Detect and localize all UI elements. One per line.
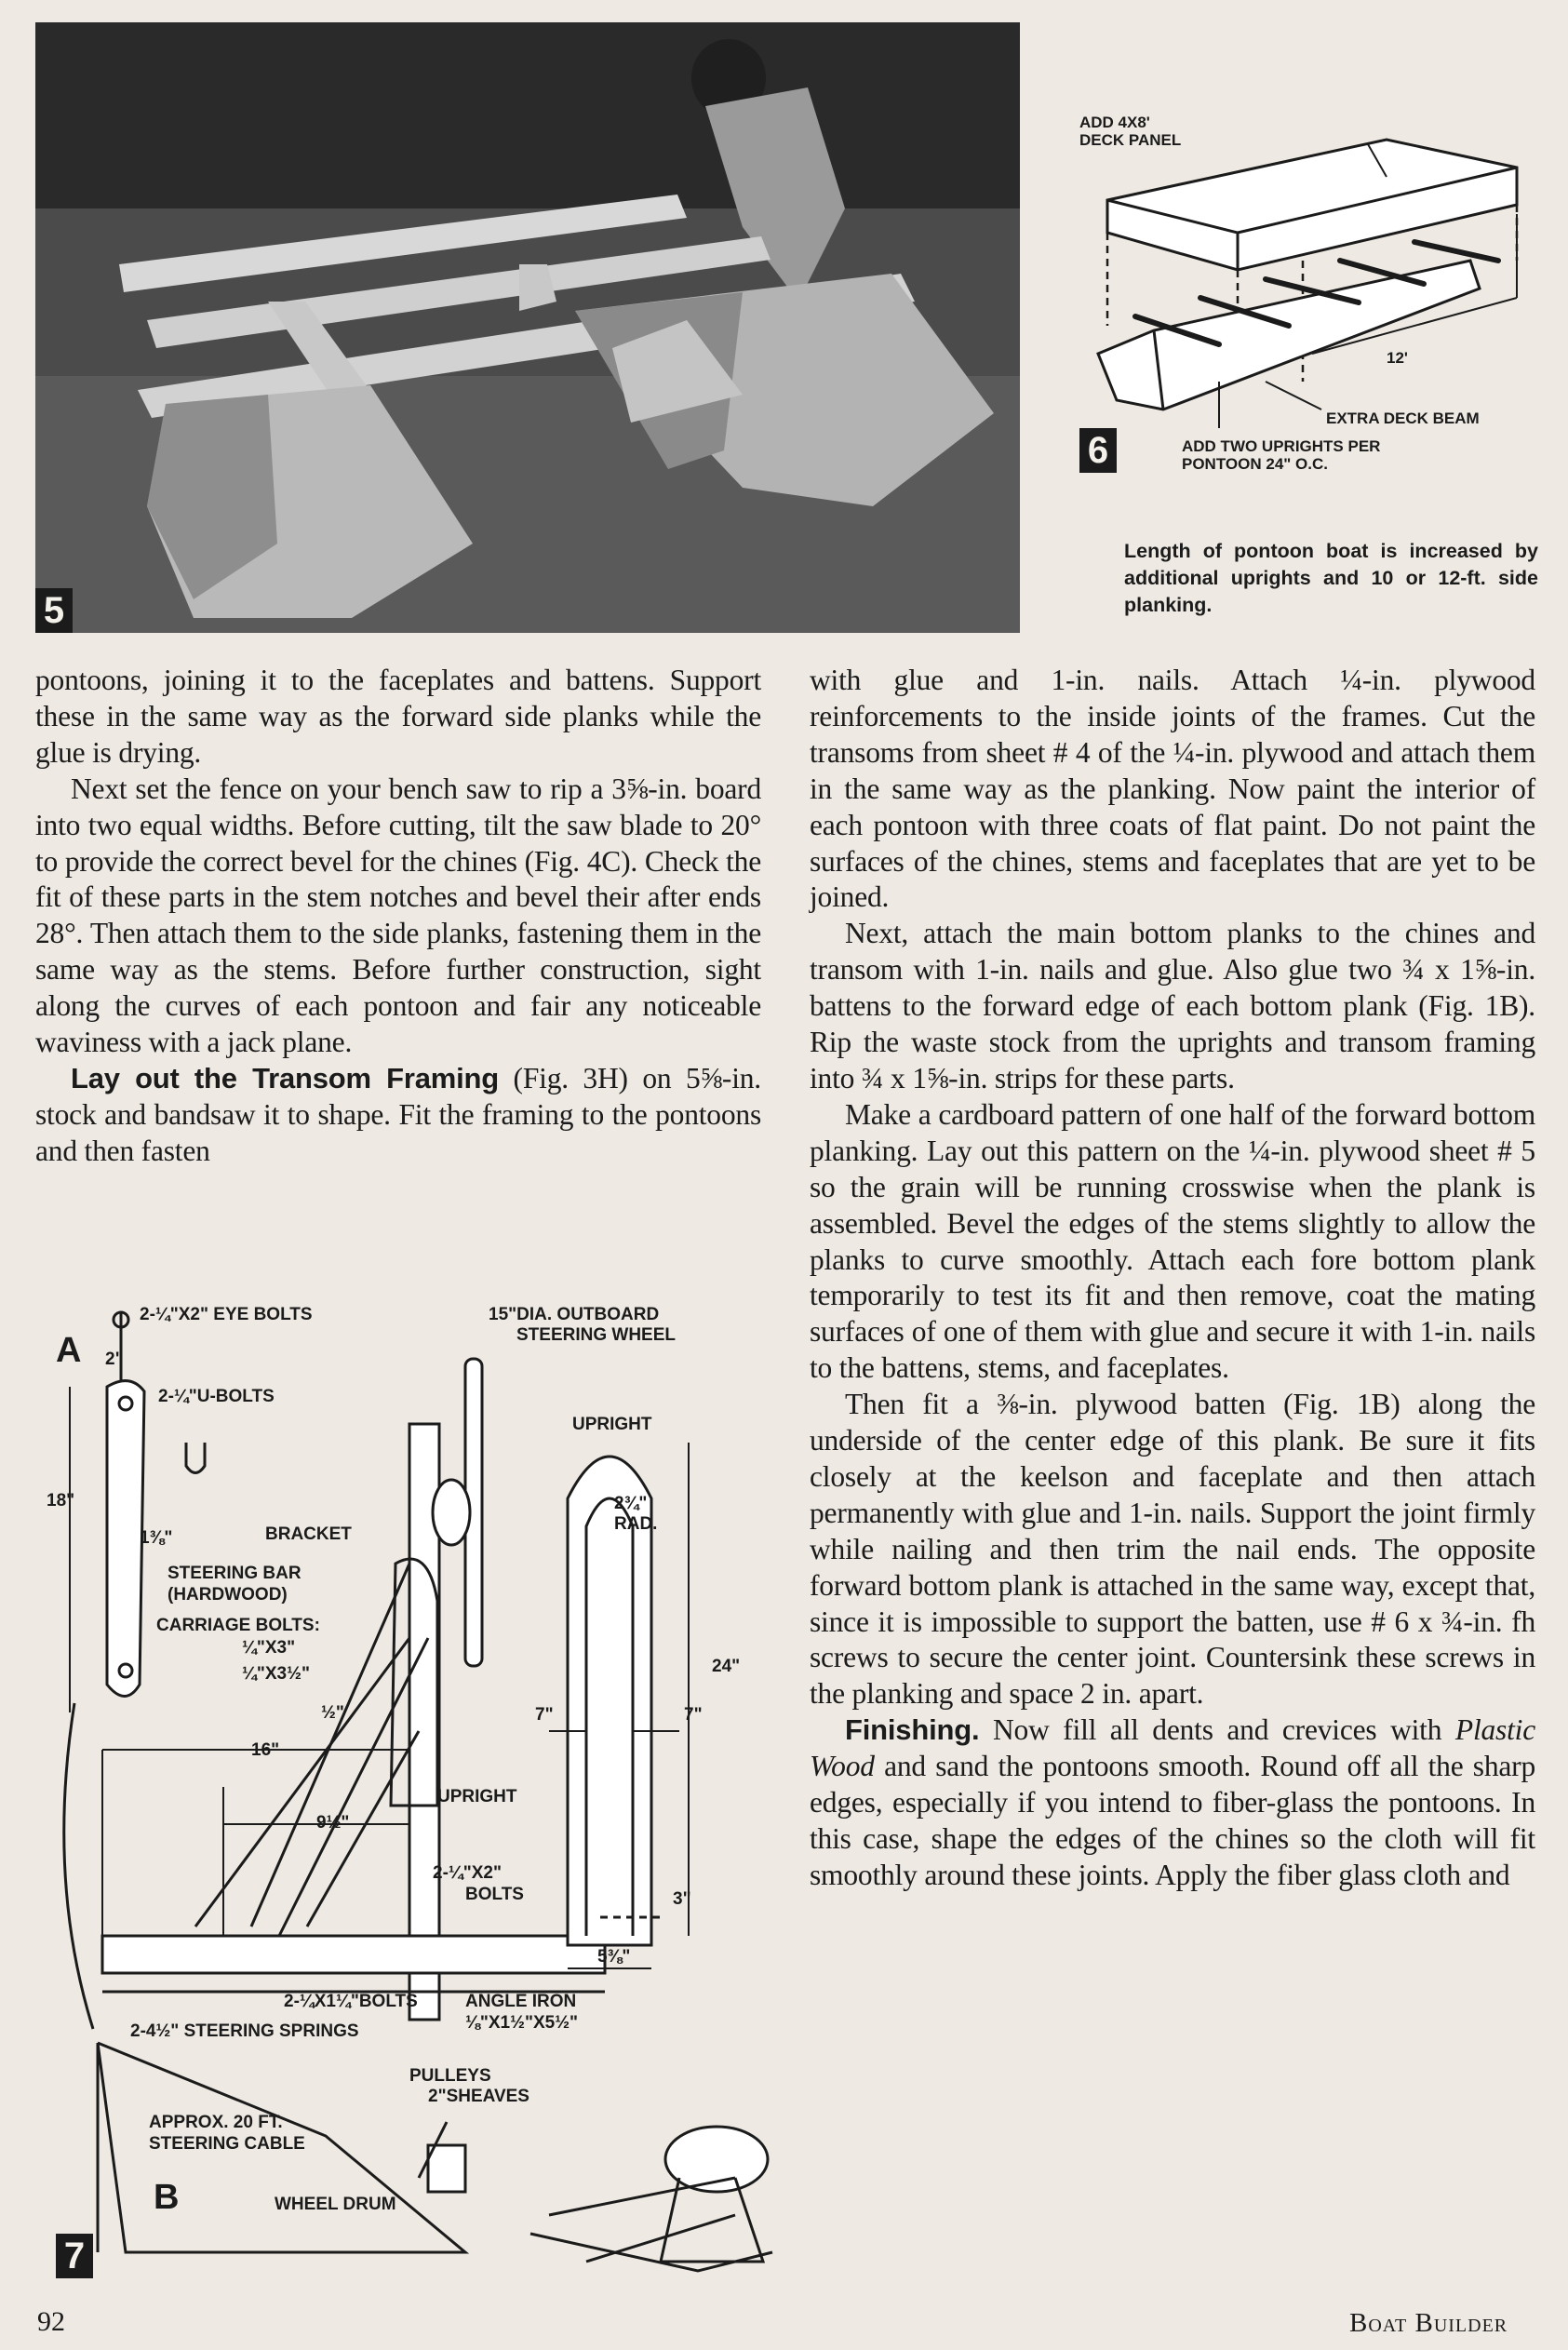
page-number: 92 <box>37 2306 65 2337</box>
label-dim-3in: 3" <box>673 1889 691 1909</box>
label-pulleys: PULLEYS <box>409 2066 491 2086</box>
label-carriage-bolts: CARRIAGE BOLTS: <box>156 1616 320 1635</box>
label-deck-panel: ADD 4X8' DECK PANEL <box>1079 114 1182 149</box>
label-dim-1-3-8in: 1⅜" <box>140 1528 173 1548</box>
label-bolts: 2-¼"X2" <box>433 1863 502 1883</box>
label-steering-bar: STEERING BAR <box>168 1564 302 1583</box>
figure-7-number: 7 <box>56 2234 93 2278</box>
text-column-left <box>35 663 761 1170</box>
label-eye-bolts: 2-¼"X2" EYE BOLTS <box>140 1305 313 1324</box>
label-extra-deck-beam: EXTRA DECK BEAM <box>1326 410 1480 427</box>
label-upright-top: UPRIGHT <box>572 1415 652 1434</box>
paragraph: Make a cardboard pattern of one half of the forward bottom planking. Lay out this pattern on the ¼-in. plywood sheet # 5 so the grain will be running crosswise when the plank is assembled. Bevel the edges of the stems slightly to allow the planks to curve smoothly. Attach each fore bottom plank temporarily to test its fit and then remove, coat the mating surfaces of one of them with glue and secure it with 1-in. nails to the battens, stems, and faceplates. <box>810 1097 1535 1385</box>
paragraph-text: (Fig. 3H) on 5⅝-in. stock and bandsaw it to shape. Fit the framing to the pontoons and then fasten <box>35 1061 761 1167</box>
label-upright-mid: UPRIGHT <box>437 1787 517 1806</box>
paragraph <box>810 1712 1535 1894</box>
label-rad: 2¾" <box>614 1494 648 1513</box>
text-column-right <box>810 663 1535 1894</box>
label-bolts-2: BOLTS <box>465 1885 524 1904</box>
figure-6-number: 6 <box>1079 428 1117 473</box>
paragraph <box>35 1061 761 1170</box>
running-footer-title: Boat Builder <box>1349 2308 1508 2338</box>
label-sheaves: 2"SHEAVES <box>428 2087 529 2106</box>
label-12ft: 12' <box>1387 349 1408 367</box>
label-steering-wheel-2: STEERING WHEEL <box>516 1325 677 1345</box>
label-dim-7in-left: 7" <box>535 1705 554 1725</box>
figure-7-part-a: A <box>56 1331 82 1370</box>
label-dim-24in: 24" <box>712 1657 741 1676</box>
label-dim-9-half-in: 9½" <box>316 1813 350 1833</box>
label-angle-iron: ANGLE IRON <box>465 1992 577 2011</box>
label-small-bolts: 2-¼X1¼"BOLTS <box>284 1992 418 2011</box>
label-steering-bar-2: (HARDWOOD) <box>168 1585 288 1605</box>
label-carriage-bolt-1: ¼"X3" <box>242 1638 296 1658</box>
label-steering-springs: 2-4½" STEERING SPRINGS <box>130 2021 359 2041</box>
figure-7-part-b: B <box>154 2178 180 2217</box>
label-add-uprights: ADD TWO UPRIGHTS PER PONTOON 24" O.C. <box>1182 437 1381 473</box>
label-dim-18in: 18" <box>47 1491 75 1511</box>
label-bracket: BRACKET <box>265 1524 352 1544</box>
label-dim-16in: 16" <box>251 1740 280 1760</box>
label-carriage-bolt-2: ¼"X3½" <box>242 1664 310 1684</box>
label-steering-wheel: 15"DIA. OUTBOARD <box>489 1305 660 1324</box>
section-heading-finishing: Finishing. <box>845 1713 980 1747</box>
paragraph: with glue and 1-in. nails. Attach ¼-in. plywood reinforcements to the inside joints of the frames. Cut the transoms from sheet # 4 of the ¼-in. plywood and attach them in the same way as the planking. Now paint the interior of each pontoon with three coats of flat paint. Do not paint the surfaces of the chines, stems and faceplates that are yet to be joined. <box>810 664 1535 914</box>
label-dim-half-in: ½" <box>321 1703 344 1723</box>
paragraph: Then fit a ⅜-in. plywood batten (Fig. 1B) along the underside of the center edge of this plank. Be sure it fits closely at the keelson and faceplate and then attach permanently with glue and 1-in. nails. Support the joint firmly while nailing and then trim the nail ends. The opposite forward bottom plank is attached in the same way, except that, since it is impossible to support the batten, use # 6 x ¾-in. fh screws to secure the center joint. Countersink these screws in the planking and space 2 in. apart. <box>810 1388 1535 1711</box>
label-rad-2: RAD. <box>614 1514 658 1534</box>
label-dim-7in-right: 7" <box>684 1705 703 1725</box>
paragraph-text: Now fill all dents and crevices with <box>979 1713 1455 1747</box>
label-cable: APPROX. 20 FT. <box>149 2113 283 2132</box>
paragraph: Next set the fence on your bench saw to rip a 3⅝-in. board into two equal widths. Before cutting, tilt the saw blade to 20° to provide the correct bevel for the chines (Fig. 4C). Check the fit of these parts in the stem notches and bevel their after ends 28°. Then attach them to the side planks, fastening them in the same way as the stems. Before further construction, sight along the curves of each pontoon and fair any noticeable waviness with a jack plane. <box>35 772 761 1059</box>
label-wheel-drum: WHEEL DRUM <box>275 2195 396 2214</box>
figure-5-photo <box>35 22 1020 633</box>
figure-5-number: 5 <box>35 588 73 633</box>
label-dim-5-3-8in: 5⅜" <box>597 1947 631 1967</box>
section-heading-transom: Lay out the Transom Framing <box>71 1061 500 1094</box>
figure-7-diagram <box>28 1284 791 2294</box>
paragraph: pontoons, joining it to the faceplates and battens. Support these in the same way as the forward side planks while the glue is drying. <box>35 664 761 769</box>
paragraph-text: and sand the pontoons smooth. Round off all the sharp edges, especially if you intend to fiber-glass the pontoons. In this case, shape the edges of the chines so the cloth will fit smoothly around these joints. Apply the fiber glass cloth and <box>810 1750 1535 1891</box>
paragraph: Next, attach the main bottom planks to the chines and transom with 1-in. nails and glue. Also glue two ¾ x 1⅝-in. battens to the forward edge of each bottom plank (Fig. 1B). Rip the waste stock from the uprights and transom framing into ¾ x 1⅝-in. strips for these parts. <box>810 917 1535 1094</box>
label-dim-2in: 2" <box>105 1350 124 1369</box>
label-cable-2: STEERING CABLE <box>149 2134 305 2154</box>
label-angle-iron-2: ⅛"X1½"X5½" <box>465 2013 579 2033</box>
figure-6-caption: Length of pontoon boat is increased by additional uprights and 10 or 12-ft. side planking. <box>1124 540 1538 616</box>
paragraph-italic: Plastic Wood <box>810 1713 1535 1783</box>
figure-6-diagram <box>1079 102 1545 503</box>
label-u-bolts: 2-¼"U-BOLTS <box>158 1387 275 1406</box>
